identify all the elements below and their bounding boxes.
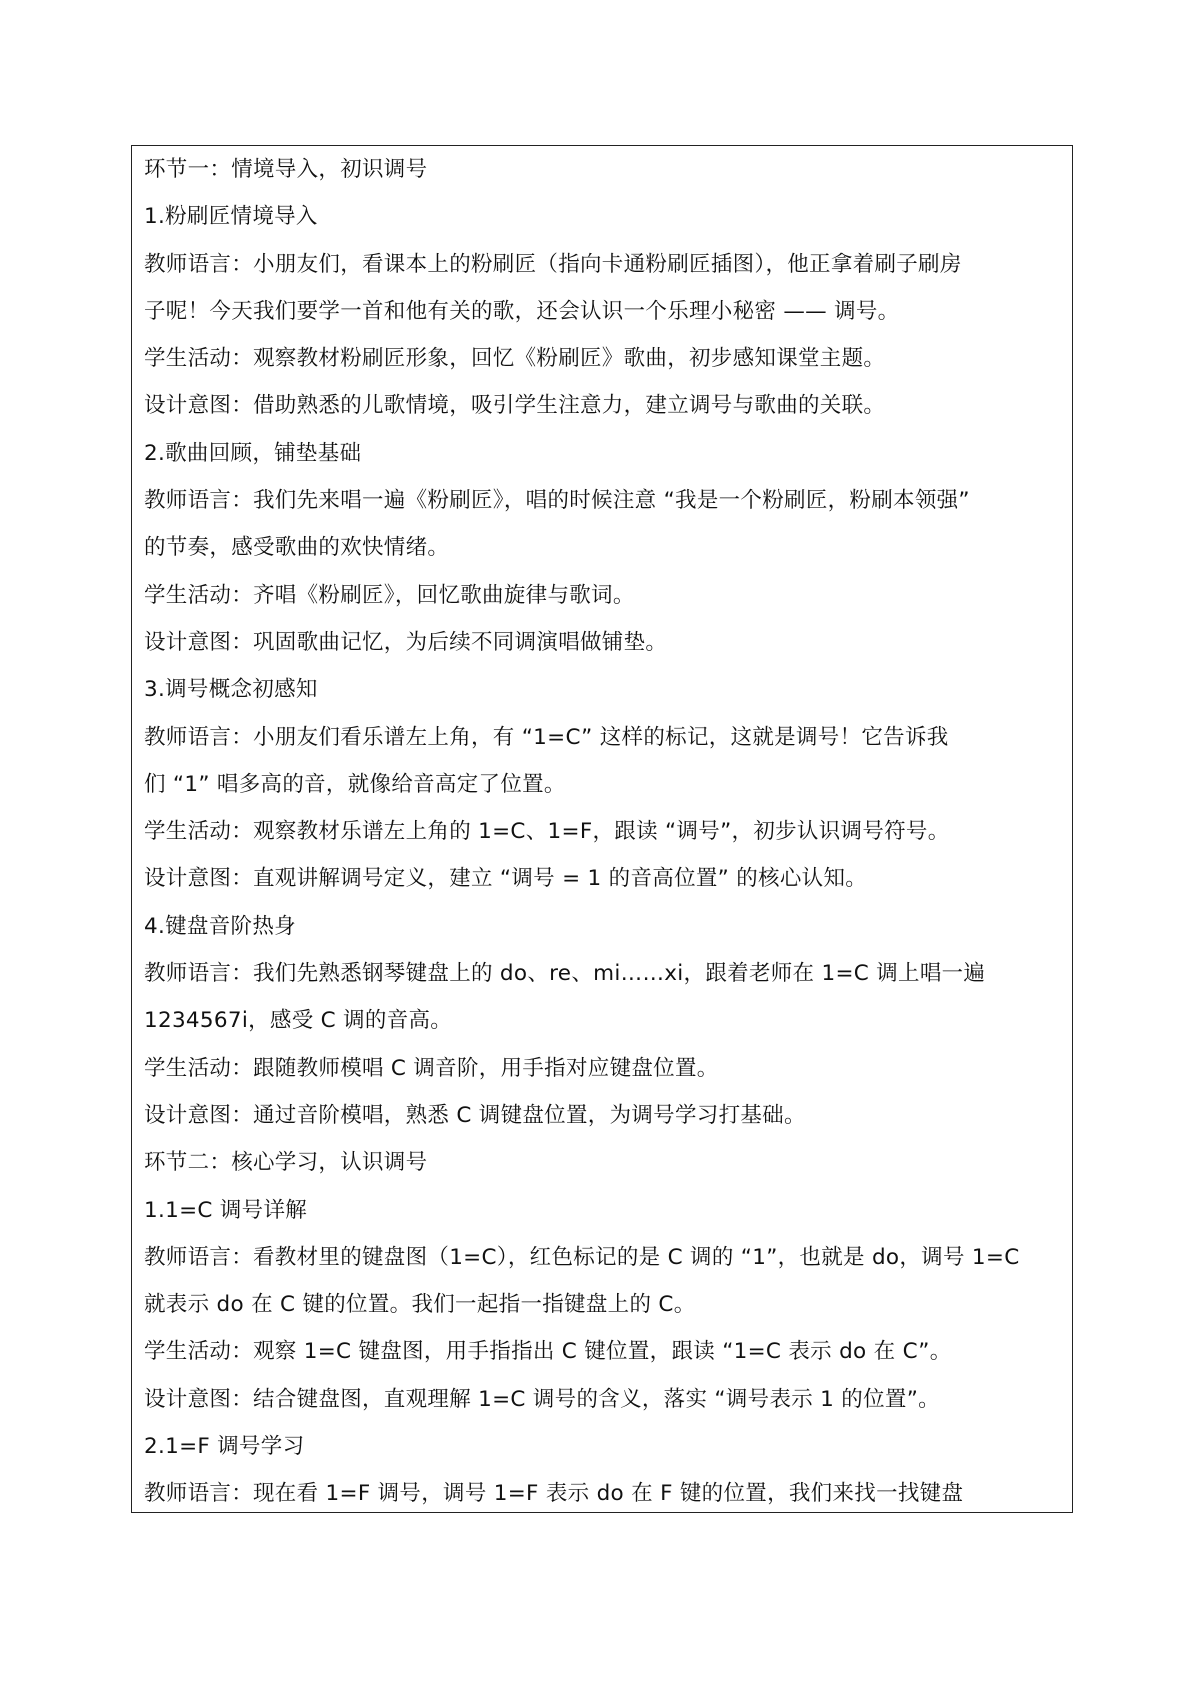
text-line: 学生活动：观察教材粉刷匠形象，回忆《粉刷匠》歌曲，初步感知课堂主题。 (144, 346, 886, 372)
text-line: 学生活动：齐唱《粉刷匠》，回忆歌曲旋律与歌词。 (144, 582, 635, 608)
text-line: 的节奏，感受歌曲的欢快情绪。 (144, 535, 450, 561)
section-heading: 环节二：核心学习，认识调号 (144, 1150, 428, 1176)
text-line: 1234567i，感受 C 调的音高。 (144, 1008, 453, 1034)
text-line: 教师语言：我们先来唱一遍《粉刷匠》，唱的时候注意 “我是一个粉刷匠，粉刷本领强” (144, 488, 970, 514)
text-line: 学生活动：观察 1=C 键盘图，用手指指出 C 键位置，跟读 “1=C 表示 do 在 C”。 (144, 1339, 952, 1365)
text-line: 们 “1” 唱多高的音，就像给音高定了位置。 (144, 771, 566, 797)
subsection-heading: 1.粉刷匠情境导入 (144, 204, 318, 230)
text-line: 设计意图：借助熟悉的儿歌情境，吸引学生注意力，建立调号与歌曲的关联。 (144, 393, 886, 419)
subsection-heading: 4.键盘音阶热身 (144, 913, 296, 939)
text-line: 教师语言：小朋友们，看课本上的粉刷匠（指向卡通粉刷匠插图），他正拿着刷子刷房 (144, 251, 962, 277)
text-line: 教师语言：小朋友们看乐谱左上角，有 “1=C” 这样的标记，这就是调号！它告诉我 (144, 724, 949, 750)
text-line: 设计意图：巩固歌曲记忆，为后续不同调演唱做铺垫。 (144, 629, 668, 655)
subsection-heading: 2.歌曲回顾，铺垫基础 (144, 440, 362, 466)
text-line: 教师语言：现在看 1=F 调号，调号 1=F 表示 do 在 F 键的位置，我们来找一找键盘 (144, 1481, 964, 1507)
section-heading: 环节一：情境导入，初识调号 (144, 157, 428, 182)
text-line: 学生活动：观察教材乐谱左上角的 1=C、1=F，跟读 “调号”，初步认识调号符号。 (144, 819, 950, 845)
text-line: 设计意图：直观讲解调号定义，建立 “调号 = 1 的音高位置” 的核心认知。 (144, 866, 868, 892)
text-line: 教师语言：我们先熟悉钢琴键盘上的 do、re、mi……xi，跟着老师在 1=C 调上唱一遍 (144, 961, 986, 987)
text-line: 就表示 do 在 C 键的位置。我们一起指一指键盘上的 C。 (144, 1292, 696, 1318)
text-line: 学生活动：跟随教师模唱 C 调音阶，用手指对应键盘位置。 (144, 1055, 719, 1081)
lesson-plan-table-cell (131, 145, 1073, 1513)
lesson-plan-text (144, 146, 1072, 1513)
subsection-heading: 1.1=C 调号详解 (144, 1197, 308, 1223)
text-line: 子呢！今天我们要学一首和他有关的歌，还会认识一个乐理小秘密 —— 调号。 (144, 298, 900, 324)
subsection-heading: 3.调号概念初感知 (144, 677, 318, 703)
text-line: 设计意图：通过音阶模唱，熟悉 C 调键盘位置，为调号学习打基础。 (144, 1102, 806, 1128)
text-line: 教师语言：看教材里的键盘图（1=C），红色标记的是 C 调的 “1”，也就是 do，调号 1=C (144, 1244, 1020, 1270)
subsection-heading: 2.1=F 调号学习 (144, 1434, 305, 1460)
text-line: 设计意图：结合键盘图，直观理解 1=C 调号的含义，落实 “调号表示 1 的位置”。 (144, 1386, 940, 1412)
